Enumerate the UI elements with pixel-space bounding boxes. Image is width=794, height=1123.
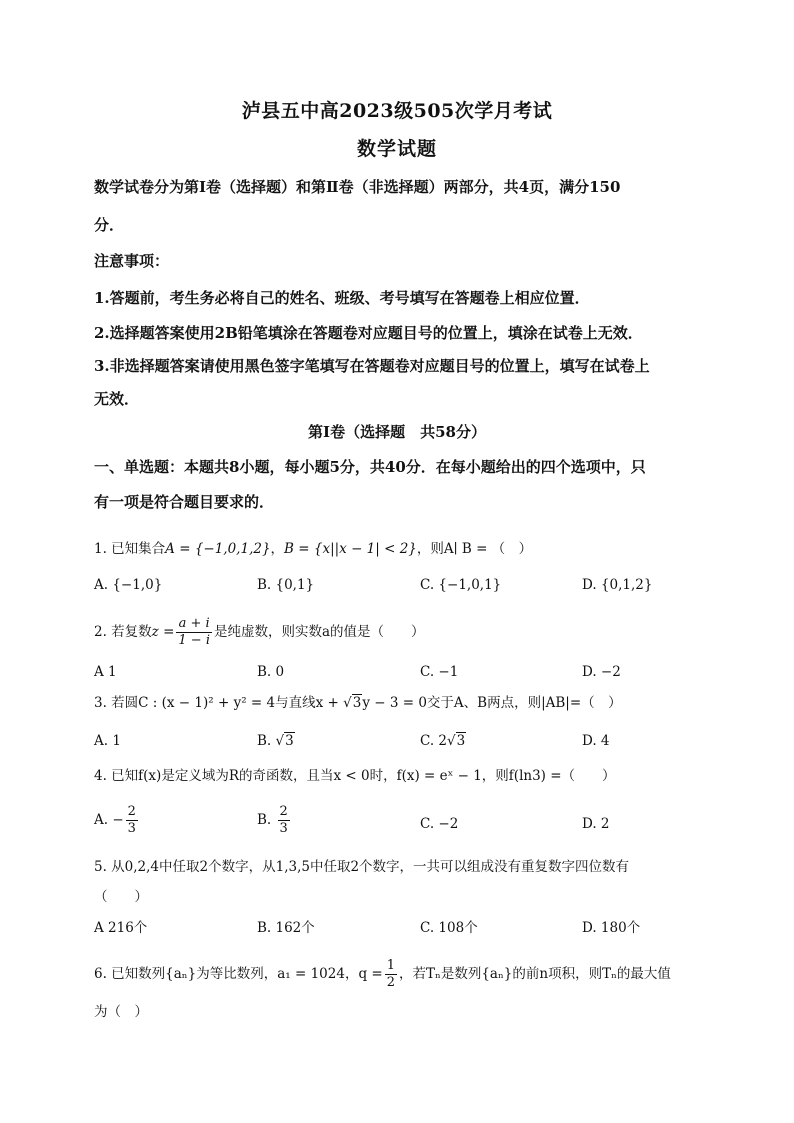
- question-5-line-2: （ ）: [94, 889, 148, 905]
- q6-post: ，若Tₙ是数列{aₙ}的前n项积，则Tₙ的最大值: [398, 966, 671, 982]
- question-4: 4. 已知f(x)是定义域为R的奇函数，且当x < 0时，f(x) = eˣ − 1，则f(ln3) =（ ）: [94, 768, 616, 784]
- q5-option-a: A 216个: [94, 920, 148, 936]
- q3-option-c: C. 2√3: [420, 733, 466, 749]
- question-2: [94, 616, 714, 649]
- q4-option-d: D. 2: [582, 816, 610, 832]
- q4-option-a-sign: A. −: [94, 812, 124, 828]
- q4-b-den: 3: [279, 821, 288, 836]
- part1-line-1: 一、单选题：本题共8小题，每小题5分，共40分．在每小题给出的四个选项中，只: [94, 458, 646, 476]
- q5-option-d: D. 180个: [582, 920, 641, 936]
- q4-option-b-fraction: [278, 804, 290, 837]
- q4-option-c: C. −2: [420, 816, 459, 832]
- intro-line-2: 分．: [94, 216, 125, 234]
- q2-option-d: D. −2: [582, 664, 621, 680]
- q2-pre: 2. 若复数: [94, 624, 152, 640]
- exam-subtitle: 数学试题: [356, 138, 437, 160]
- question-1: 1. 已知集合A = {−1,0,1,2}，B = {x||x − 1| < 2}，则A∣ B = （ ）: [94, 541, 533, 557]
- question-3: 3. 若圆C : (x − 1)² + y² = 4与直线x + √3y − 3 = 0交于A、B两点，则|AB|=（ ）: [94, 695, 622, 711]
- q4-option-a-fraction: [126, 804, 138, 837]
- intro-line-1: 数学试卷分为第Ⅰ卷（选择题）和第Ⅱ卷（非选择题）两部分，共4页，满分150: [94, 178, 621, 196]
- section-title: 第Ⅰ卷（选择题 共58分）: [308, 423, 486, 441]
- q2-option-a: A 1: [94, 664, 117, 680]
- q1-post: ，则A∣ B = （ ）: [416, 541, 533, 557]
- q1-pre: 1. 已知集合: [94, 541, 166, 557]
- q3-text-2: y − 3 = 0交于A、B两点，则|AB|=（ ）: [362, 695, 622, 711]
- q3-option-c-label: C. 2: [420, 733, 448, 749]
- notice-2: 2.选择题答案使用2B铅笔填涂在答题卷对应题目号的位置上，填涂在试卷上无效．: [94, 324, 643, 342]
- q1-option-c: C. {−1,0,1}: [420, 577, 502, 593]
- q4-option-b-label: B.: [257, 812, 272, 828]
- q2-fraction: [176, 616, 212, 649]
- question-6: [94, 958, 714, 991]
- q5-option-b: B. 162个: [257, 920, 315, 936]
- q1-set-b: B = {x||x − 1| < 2}: [284, 541, 417, 557]
- q4-a-num: 2: [127, 804, 136, 819]
- notice-title: 注意事项：: [94, 252, 170, 270]
- q1-option-a: A. {−1,0}: [94, 577, 163, 593]
- q2-frac-num: a + i: [176, 616, 212, 633]
- q5-option-c: C. 108个: [420, 920, 478, 936]
- q3-option-b-label: B.: [257, 733, 272, 749]
- part1-line-2: 有一项是符合题目要求的．: [94, 493, 275, 511]
- notice-3: 3.非选择题答案请使用黑色签字笔填写在答题卷对应题目号的位置上，填写在试卷上: [94, 357, 650, 375]
- q3-option-c-sqrt: 3: [456, 733, 466, 749]
- q6-fraction: [385, 958, 397, 991]
- q3-option-b-sqrt: 3: [285, 733, 294, 749]
- q6-frac-num: 1: [386, 958, 395, 973]
- question-6-line-2: 为（ ）: [94, 1004, 148, 1020]
- q3-option-a: A. 1: [94, 733, 121, 749]
- q4-a-den: 3: [127, 821, 136, 836]
- q6-frac-den: 2: [386, 975, 395, 990]
- q3-option-d: D. 4: [582, 733, 610, 749]
- q3-option-b: B. √3: [257, 733, 294, 749]
- q1-option-d: D. {0,1,2}: [582, 577, 653, 593]
- q2-post: 是纯虚数，则实数a的值是（ ）: [213, 624, 425, 640]
- q2-option-b: B. 0: [257, 664, 285, 680]
- exam-title: 泸县五中高2023级505次学月考试: [241, 100, 553, 122]
- q3-text-1: 3. 若圆C : (x − 1)² + y² = 4与直线x +: [94, 695, 344, 711]
- q2-option-c: C. −1: [420, 664, 459, 680]
- q6-pre: 6. 已知数列{aₙ}为等比数列，a₁ = 1024，q =: [94, 966, 383, 982]
- notice-1: 1.答题前，考生务必将自己的姓名、班级、考号填写在答题卷上相应位置．: [94, 289, 590, 307]
- q2-z: z =: [151, 624, 175, 640]
- notice-3-cont: 无效．: [94, 390, 140, 408]
- q4-option-a: [94, 804, 140, 837]
- q2-frac-den: 1 − i: [178, 633, 210, 648]
- q4-option-b: [257, 804, 292, 837]
- q4-b-num: 2: [279, 804, 288, 819]
- q1-set-a: A = {−1,0,1,2}: [165, 541, 271, 557]
- q3-sqrt: 3: [352, 695, 362, 711]
- question-5-line-1: 5. 从0,2,4中任取2个数字，从1,3,5中任取2个数字，一共可以组成没有重复数字四位数有: [94, 859, 630, 875]
- q1-option-b: B. {0,1}: [257, 577, 315, 593]
